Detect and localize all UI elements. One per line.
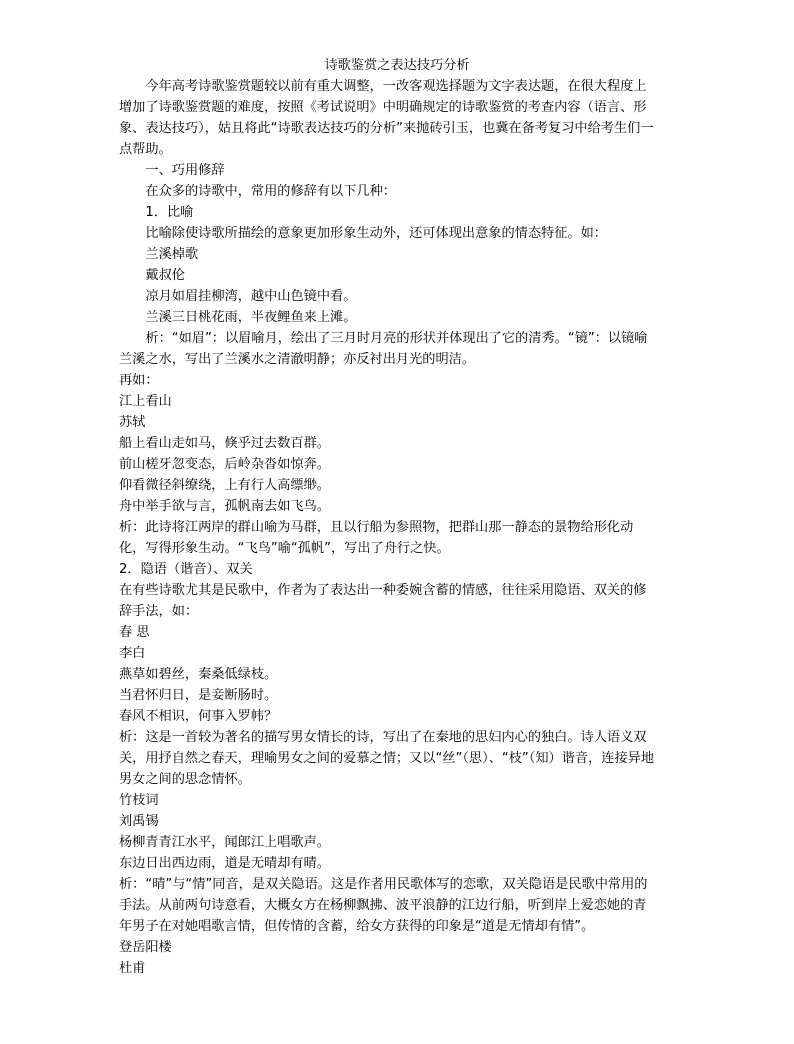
paragraph: 李白 [119,646,146,661]
paragraph: 船上看山走如马，倏乎过去数百群。 [119,436,330,451]
paragraph: 今年高考诗歌鉴赏题较以前有重大调整，一改客观选择题为文字表达题，在很大程度上增加了诗歌鉴赏题的难度，按照《考试说明》中明确规定的诗歌鉴赏的考查内容（语言、形象、表达技巧），姑且将此“诗歌表达技巧的分析”来抛砖引玉，也冀在备考复习中给考生们一点帮助。 [119,79,654,157]
paragraph: 戴叔伦 [145,268,185,283]
paragraph: 在有些诗歌尤其是民歌中，作者为了表达出一种委婉含蓄的情感，往往采用隐语、双关的修辞手法，如： [119,583,647,619]
paragraph: 凉月如眉挂柳湾，越中山色镜中看。 [145,289,357,304]
paragraph: 析：“如眉”：以眉喻月，绘出了三月时月亮的形状并体现出了它的清秀。“镜”：以镜喻兰溪之水，写出了兰溪水之清澈明静；亦反衬出月光的明洁。 [119,331,648,367]
paragraph: 一、巧用修辞 [145,163,225,178]
paragraph: 前山槎牙忽变态，后岭杂沓如惊奔。 [119,457,330,472]
paragraph: 春风不相识，何事入罗帏？ [119,709,278,724]
paragraph: 当君怀归日，是妾断肠时。 [119,688,278,703]
paragraph: 杨柳青青江水平，闻郎江上唱歌声。 [119,835,330,850]
paragraph: 析：“晴”与“情”同音，是双关隐语。这是作者用民歌体写的恋歌，双关隐语是民歌中常用的手法。从前两句诗意看，大概女方在杨柳飘拂、波平浪静的江边行船，听到岸上爱恋她的青年男子在对她唱歌言情，但传情的含蓄，给女方获得的印象是“道是无情却有情”。 [119,877,648,934]
paragraph: 在众多的诗歌中，常用的修辞有以下几种： [145,184,396,199]
paragraph: 登岳阳楼 [119,940,172,955]
paragraph: 2．隐语（谐音）、双关 [119,562,253,577]
paragraph: 再如： [119,373,159,388]
paragraph: 析：这是一首较为著名的描写男女情长的诗，写出了在秦地的思妇内心的独白。诗人语义双关，用抒自然之春天，理喻男女之间的爱慕之情；又以“丝”（思）、“枝”（知）谐音，连接异地男女之间的思念情怀。 [119,730,655,787]
paragraph: 燕草如碧丝，秦桑低绿枝。 [119,667,278,682]
paragraph: 刘禹锡 [119,814,159,829]
paragraph: 东边日出西边雨，道是无晴却有晴。 [119,856,330,871]
paragraph: 兰溪三日桃花雨，半夜鲤鱼来上滩。 [145,310,357,325]
paragraph: 苏轼 [119,415,146,430]
document-title: 诗歌鉴赏之表达技巧分析 [324,58,470,73]
paragraph: 1．比喻 [145,205,194,220]
paragraph: 舟中举手欲与言，孤帆南去如飞鸟。 [119,499,330,514]
paragraph: 竹枝词 [119,793,159,808]
document-body [119,76,659,979]
paragraph: 江上看山 [119,394,172,409]
paragraph: 析：此诗将江两岸的群山喻为马群，且以行船为参照物，把群山那一静态的景物给形化动化，写得形象生动。“飞鸟”喻“孤帆”，写出了舟行之快。 [119,520,634,556]
paragraph: 比喻除使诗歌所描绘的意象更加形象生动外，还可体现出意象的情态特征。如： [145,226,607,241]
paragraph: 仰看微径斜缭绕，上有行人高缥缈。 [119,478,330,493]
paragraph: 兰溪棹歌 [145,247,199,262]
paragraph: 春 思 [119,625,150,640]
paragraph: 杜甫 [119,961,146,976]
